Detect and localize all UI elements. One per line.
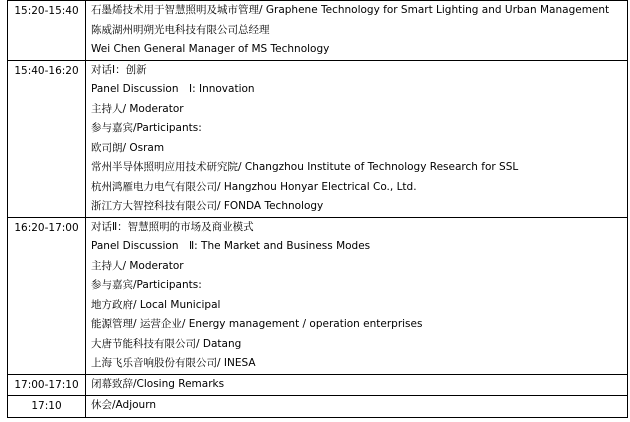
content-cell bbox=[86, 374, 628, 396]
time-cell bbox=[8, 374, 86, 396]
participants-label: 参与嘉宾/Participants: bbox=[91, 279, 202, 291]
participant: 能源管理/ 运营企业/ Energy management / operation enterprises bbox=[91, 318, 423, 330]
participant: 杭州鸿雁电力电气有限公司/ Hangzhou Honyar Electrical Co., Ltd. bbox=[91, 180, 417, 193]
agenda-row bbox=[8, 1, 628, 61]
session-time: 15:20-15:40 bbox=[14, 5, 79, 17]
agenda-row bbox=[8, 396, 628, 418]
panel-title-en: Panel Discussion Ⅱ: The Market and Business Modes bbox=[91, 240, 371, 252]
agenda-row bbox=[8, 374, 628, 396]
closing-remarks: 闭幕致辞/Closing Remarks bbox=[91, 377, 225, 390]
panel-title-cn: 对话Ⅰ：创新 bbox=[91, 63, 147, 76]
participant: 大唐节能科技有限公司/ Datang bbox=[91, 337, 242, 350]
agenda-row bbox=[8, 60, 628, 217]
adjourn: 休会/Adjourn bbox=[91, 399, 156, 411]
content-cell bbox=[86, 396, 628, 418]
speaker-en: Wei Chen General Manager of MS Technology bbox=[91, 43, 330, 55]
session-time: 17:00-17:10 bbox=[14, 378, 79, 391]
participant: 浙江方大智控科技有限公司/ FONDA Technology bbox=[91, 200, 324, 212]
content-cell bbox=[86, 60, 628, 217]
panel-title-en: Panel Discussion Ⅰ: Innovation bbox=[91, 83, 255, 95]
participants-label: 参与嘉宾/Participants: bbox=[91, 122, 202, 134]
time-cell bbox=[8, 60, 86, 217]
panel-title-cn: 对话Ⅱ：智慧照明的市场及商业模式 bbox=[91, 220, 254, 233]
moderator-label: 主持人/ Moderator bbox=[91, 259, 184, 272]
session-time: 15:40-16:20 bbox=[14, 64, 79, 77]
moderator-label: 主持人/ Moderator bbox=[91, 102, 184, 115]
session-time: 17:10 bbox=[31, 400, 62, 412]
participant: 地方政府/ Local Municipal bbox=[91, 298, 221, 311]
participant: 欧司朗/ Osram bbox=[91, 141, 165, 154]
participant: 上海飞乐音响股份有限公司/ INESA bbox=[91, 357, 256, 369]
time-cell bbox=[8, 1, 86, 61]
session-time: 16:20-17:00 bbox=[14, 221, 79, 234]
speaker-cn: 陈威湖州明朔光电科技有限公司总经理 bbox=[91, 23, 270, 36]
time-cell bbox=[8, 396, 86, 418]
agenda-table bbox=[7, 0, 628, 418]
content-cell bbox=[86, 1, 628, 61]
time-cell bbox=[8, 217, 86, 374]
participant: 常州半导体照明应用技术研究院/ Changzhou Institute of Technology Research for SSL bbox=[91, 161, 519, 173]
session-title: 石墨烯技术用于智慧照明及城市管理/ Graphene Technology for Smart Lighting and Urban Management bbox=[91, 4, 610, 16]
agenda-row bbox=[8, 217, 628, 374]
content-cell bbox=[86, 217, 628, 374]
